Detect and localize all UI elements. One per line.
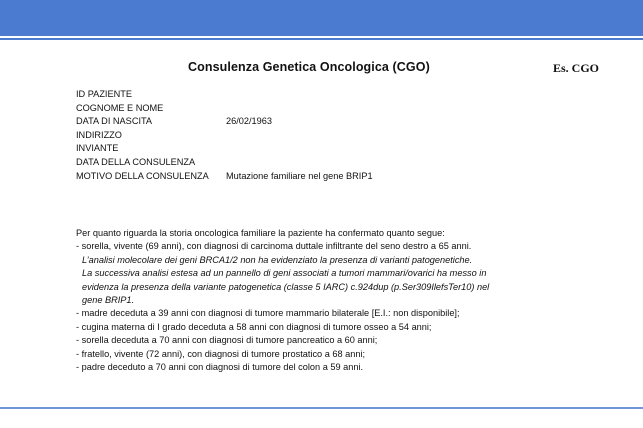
history-item: - madre deceduta a 39 anni con diagnosi di tumore mammario bilaterale [E.I.: non disponibile];	[76, 308, 460, 319]
field-row-consult-date	[76, 156, 373, 170]
history-item: - fratello, vivente (72 anni), con diagnosi di tumore prostatico a 68 anni;	[76, 348, 366, 359]
family-history	[76, 227, 636, 374]
field-label: DATA DI NASCITA	[76, 116, 153, 127]
field-row-name	[76, 102, 373, 116]
history-item: - sorella deceduta a 70 anni con diagnosi di tumore pancreatico a 60 anni;	[76, 335, 378, 346]
history-note-line: gene BRIP1.	[82, 295, 135, 306]
header-divider	[0, 38, 643, 40]
field-row-id	[76, 88, 373, 102]
history-item: - cugina materna di I grado deceduta a 58 anni con diagnosi di tumore osseo a 54 anni;	[76, 321, 432, 332]
field-label: COGNOME E NOME	[76, 102, 164, 113]
field-row-referrer	[76, 142, 373, 156]
history-note-line: L’analisi molecolare dei geni BRCA1/2 non ha evidenziato la presenza di varianti patogenetiche.	[82, 254, 473, 265]
field-row-reason	[76, 170, 373, 184]
field-row-birthdate	[76, 115, 373, 129]
field-value: Mutazione familiare nel gene BRIP1	[226, 170, 373, 181]
footer-divider	[0, 407, 643, 409]
field-label: MOTIVO DELLA CONSULENZA	[76, 170, 209, 181]
field-label: ID PAZIENTE	[76, 89, 132, 99]
field-label: INDIRIZZO	[76, 129, 122, 140]
document-title: Consulenza Genetica Oncologica (CGO)	[188, 60, 430, 74]
history-note-line: La successiva analisi estesa ad un pannello di geni associati a tumori mammari/ovarici ha messo in	[82, 268, 487, 279]
field-label: DATA DELLA CONSULENZA	[76, 156, 196, 167]
field-value: 26/02/1963	[226, 116, 272, 127]
document-code: Es. CGO	[553, 61, 600, 75]
history-note-line: evidenza la presenza della variante patogenetica (classe 5 IARC) c.924dup (p.Ser309IlefsTer10) nel	[82, 281, 490, 292]
header-bar	[0, 0, 643, 36]
field-row-address	[76, 129, 373, 143]
history-intro: Per quanto riguarda la storia oncologica familiare la paziente ha confermato quanto segue:	[76, 228, 445, 238]
history-item: - padre deceduto a 70 anni con diagnosi di tumore del colon a 59 anni.	[76, 362, 364, 373]
patient-fields	[76, 88, 373, 183]
history-item: - sorella, vivente (69 anni), con diagnosi di carcinoma duttale infiltrante del seno destro a 65 anni.	[76, 241, 472, 252]
field-label: INVIANTE	[76, 143, 119, 154]
